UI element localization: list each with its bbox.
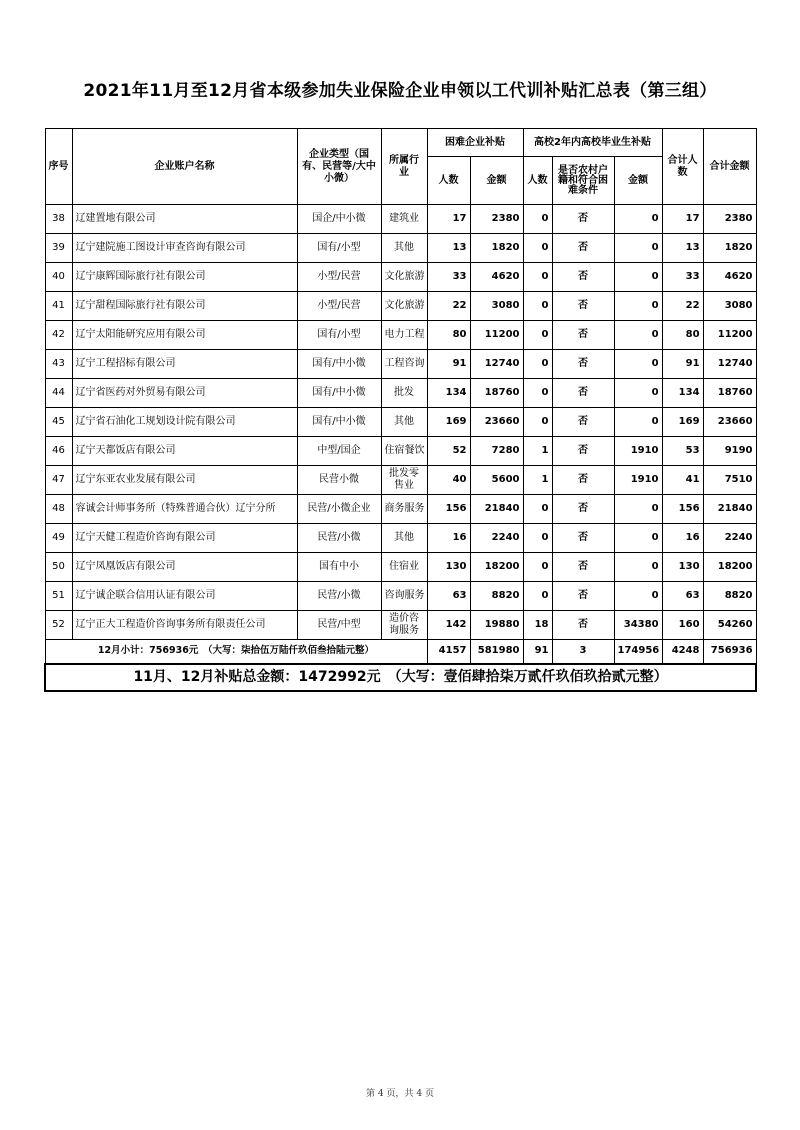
table-row bbox=[45, 379, 756, 408]
row-rural: 否 bbox=[552, 234, 614, 263]
row-company-name: 辽宁建院施工图设计审查咨询有限公司 bbox=[72, 234, 297, 263]
row-difficulty-amount: 2240 bbox=[470, 524, 523, 553]
table-row bbox=[45, 466, 756, 495]
table-row bbox=[45, 321, 756, 350]
header-difficulty-amount: 金额 bbox=[470, 157, 523, 205]
header-name: 企业账户名称 bbox=[72, 129, 297, 205]
row-difficulty-amount: 7280 bbox=[470, 437, 523, 466]
row-company-name: 容诚会计师事务所（特殊普通合伙）辽宁分所 bbox=[72, 495, 297, 524]
table-row bbox=[45, 205, 756, 234]
row-company-type: 民营/小微企业 bbox=[297, 495, 381, 524]
row-difficulty-people: 80 bbox=[427, 321, 470, 350]
row-total-amount: 12740 bbox=[703, 350, 756, 379]
row-industry: 其他 bbox=[381, 408, 427, 437]
grand-total-label: 11月、12月补贴总金额：1472992元 （大写：壹佰肆拾柒万贰仟玖佰玖拾贰元整） bbox=[45, 664, 756, 691]
row-difficulty-amount: 19880 bbox=[470, 611, 523, 640]
row-rural: 否 bbox=[552, 350, 614, 379]
header-seq: 序号 bbox=[45, 129, 72, 205]
row-graduate-amount: 1910 bbox=[614, 466, 662, 495]
row-company-type: 国有/小型 bbox=[297, 234, 381, 263]
row-difficulty-people: 22 bbox=[427, 292, 470, 321]
subtotal-difficulty-people: 4157 bbox=[427, 640, 470, 664]
row-total-people: 160 bbox=[662, 611, 703, 640]
row-industry: 其他 bbox=[381, 234, 427, 263]
row-graduate-amount: 0 bbox=[614, 292, 662, 321]
row-graduate-people: 0 bbox=[523, 379, 552, 408]
row-total-amount: 18200 bbox=[703, 553, 756, 582]
row-industry: 住宿业 bbox=[381, 553, 427, 582]
row-rural: 否 bbox=[552, 437, 614, 466]
row-seq: 39 bbox=[45, 234, 72, 263]
row-company-name: 辽宁省石油化工规划设计院有限公司 bbox=[72, 408, 297, 437]
row-industry: 其他 bbox=[381, 524, 427, 553]
row-company-type: 民营/小微 bbox=[297, 582, 381, 611]
row-total-people: 33 bbox=[662, 263, 703, 292]
row-industry: 咨询服务 bbox=[381, 582, 427, 611]
row-rural: 否 bbox=[552, 524, 614, 553]
row-graduate-people: 0 bbox=[523, 495, 552, 524]
subtotal-total-people: 4248 bbox=[662, 640, 703, 664]
row-difficulty-amount: 18200 bbox=[470, 553, 523, 582]
row-company-name: 辽宁甜程国际旅行社有限公司 bbox=[72, 292, 297, 321]
table-row bbox=[45, 582, 756, 611]
header-graduate-amount: 金额 bbox=[614, 157, 662, 205]
subtotal-difficulty-amount: 581980 bbox=[470, 640, 523, 664]
row-industry: 造价咨询服务 bbox=[381, 611, 427, 640]
subtotal-label: 12月小计：756936元 （大写：柒拾伍万陆仟玖佰叁拾陆元整） bbox=[45, 640, 427, 664]
row-total-people: 156 bbox=[662, 495, 703, 524]
row-difficulty-people: 16 bbox=[427, 524, 470, 553]
header-industry: 所属行业 bbox=[381, 129, 427, 205]
row-company-type: 民营小微 bbox=[297, 466, 381, 495]
row-graduate-amount: 0 bbox=[614, 495, 662, 524]
table-row bbox=[45, 408, 756, 437]
row-rural: 否 bbox=[552, 263, 614, 292]
header-type: 企业类型（国有、民营等/大中小微） bbox=[297, 129, 381, 205]
header-graduate-group: 高校2年内高校毕业生补贴 bbox=[523, 129, 662, 157]
row-industry: 住宿餐饮 bbox=[381, 437, 427, 466]
row-company-type: 国有中小 bbox=[297, 553, 381, 582]
row-total-amount: 54260 bbox=[703, 611, 756, 640]
row-difficulty-amount: 5600 bbox=[470, 466, 523, 495]
row-difficulty-amount: 11200 bbox=[470, 321, 523, 350]
row-difficulty-amount: 4620 bbox=[470, 263, 523, 292]
row-total-people: 63 bbox=[662, 582, 703, 611]
document-title: 2021年11月至12月省本级参加失业保险企业申领以工代训补贴汇总表（第三组） bbox=[83, 81, 717, 101]
row-seq: 43 bbox=[45, 350, 72, 379]
subtotal-rural: 3 bbox=[552, 640, 614, 664]
row-total-people: 134 bbox=[662, 379, 703, 408]
row-company-name: 辽宁工程招标有限公司 bbox=[72, 350, 297, 379]
row-graduate-amount: 0 bbox=[614, 350, 662, 379]
row-difficulty-people: 156 bbox=[427, 495, 470, 524]
row-seq: 50 bbox=[45, 553, 72, 582]
row-graduate-people: 0 bbox=[523, 524, 552, 553]
row-difficulty-people: 40 bbox=[427, 466, 470, 495]
grand-total-row bbox=[45, 664, 756, 691]
row-difficulty-amount: 8820 bbox=[470, 582, 523, 611]
subtotal-graduate-people: 91 bbox=[523, 640, 552, 664]
row-difficulty-people: 17 bbox=[427, 205, 470, 234]
row-difficulty-people: 52 bbox=[427, 437, 470, 466]
page-footer: 第 4 页，共 4 页 bbox=[366, 1089, 434, 1099]
row-total-amount: 7510 bbox=[703, 466, 756, 495]
row-company-name: 辽宁太阳能研究应用有限公司 bbox=[72, 321, 297, 350]
row-difficulty-amount: 1820 bbox=[470, 234, 523, 263]
row-company-name: 辽宁康辉国际旅行社有限公司 bbox=[72, 263, 297, 292]
row-graduate-amount: 0 bbox=[614, 408, 662, 437]
row-total-people: 22 bbox=[662, 292, 703, 321]
row-graduate-people: 18 bbox=[523, 611, 552, 640]
table-row bbox=[45, 611, 756, 640]
row-difficulty-amount: 23660 bbox=[470, 408, 523, 437]
row-graduate-amount: 0 bbox=[614, 379, 662, 408]
subtotal-graduate-amount: 174956 bbox=[614, 640, 662, 664]
row-total-people: 80 bbox=[662, 321, 703, 350]
row-industry: 批发零售业 bbox=[381, 466, 427, 495]
table-row bbox=[45, 350, 756, 379]
row-graduate-people: 0 bbox=[523, 582, 552, 611]
row-graduate-amount: 1910 bbox=[614, 437, 662, 466]
row-rural: 否 bbox=[552, 495, 614, 524]
row-industry: 商务服务 bbox=[381, 495, 427, 524]
row-total-amount: 23660 bbox=[703, 408, 756, 437]
row-company-name: 辽宁东亚农业发展有限公司 bbox=[72, 466, 297, 495]
row-graduate-people: 0 bbox=[523, 350, 552, 379]
row-total-amount: 18760 bbox=[703, 379, 756, 408]
row-company-type: 小型/民营 bbox=[297, 263, 381, 292]
row-rural: 否 bbox=[552, 379, 614, 408]
row-seq: 49 bbox=[45, 524, 72, 553]
header-row-1 bbox=[45, 129, 756, 155]
row-company-type: 小型/民营 bbox=[297, 292, 381, 321]
row-total-people: 16 bbox=[662, 524, 703, 553]
table-row bbox=[45, 553, 756, 582]
table-row bbox=[45, 437, 756, 466]
row-graduate-amount: 0 bbox=[614, 582, 662, 611]
row-graduate-people: 1 bbox=[523, 437, 552, 466]
row-graduate-people: 0 bbox=[523, 408, 552, 437]
row-total-people: 130 bbox=[662, 553, 703, 582]
row-industry: 工程咨询 bbox=[381, 350, 427, 379]
row-company-type: 国有/中小微 bbox=[297, 350, 381, 379]
row-company-name: 辽宁诚企联合信用认证有限公司 bbox=[72, 582, 297, 611]
row-rural: 否 bbox=[552, 553, 614, 582]
row-seq: 51 bbox=[45, 582, 72, 611]
row-industry: 电力工程 bbox=[381, 321, 427, 350]
row-total-amount: 3080 bbox=[703, 292, 756, 321]
row-company-type: 国有/中小微 bbox=[297, 379, 381, 408]
table-row bbox=[45, 495, 756, 524]
row-industry: 批发 bbox=[381, 379, 427, 408]
header-difficulty-people: 人数 bbox=[427, 157, 470, 205]
row-company-type: 中型/国企 bbox=[297, 437, 381, 466]
row-company-type: 国有/小型 bbox=[297, 321, 381, 350]
row-total-people: 17 bbox=[662, 205, 703, 234]
row-difficulty-amount: 3080 bbox=[470, 292, 523, 321]
header-difficulty-group: 困难企业补贴 bbox=[427, 129, 523, 157]
row-rural: 否 bbox=[552, 466, 614, 495]
row-industry: 文化旅游 bbox=[381, 263, 427, 292]
row-rural: 否 bbox=[552, 205, 614, 234]
row-company-name: 辽宁正大工程造价咨询事务所有限责任公司 bbox=[72, 611, 297, 640]
subsidy-summary-table bbox=[44, 128, 757, 692]
row-seq: 52 bbox=[45, 611, 72, 640]
row-difficulty-people: 63 bbox=[427, 582, 470, 611]
row-industry: 建筑业 bbox=[381, 205, 427, 234]
row-difficulty-amount: 12740 bbox=[470, 350, 523, 379]
row-graduate-amount: 0 bbox=[614, 321, 662, 350]
row-seq: 42 bbox=[45, 321, 72, 350]
row-rural: 否 bbox=[552, 611, 614, 640]
row-company-name: 辽宁省医药对外贸易有限公司 bbox=[72, 379, 297, 408]
row-total-amount: 2240 bbox=[703, 524, 756, 553]
row-difficulty-amount: 18760 bbox=[470, 379, 523, 408]
row-difficulty-people: 130 bbox=[427, 553, 470, 582]
row-rural: 否 bbox=[552, 292, 614, 321]
row-difficulty-people: 33 bbox=[427, 263, 470, 292]
row-seq: 48 bbox=[45, 495, 72, 524]
row-graduate-amount: 0 bbox=[614, 263, 662, 292]
row-total-amount: 21840 bbox=[703, 495, 756, 524]
row-company-type: 国企/中小微 bbox=[297, 205, 381, 234]
row-difficulty-people: 134 bbox=[427, 379, 470, 408]
header-total-people: 合计人数 bbox=[662, 129, 703, 205]
row-graduate-amount: 34380 bbox=[614, 611, 662, 640]
row-difficulty-amount: 2380 bbox=[470, 205, 523, 234]
row-graduate-people: 1 bbox=[523, 466, 552, 495]
table-row bbox=[45, 292, 756, 321]
table-row bbox=[45, 524, 756, 553]
subtotal-total-amount: 756936 bbox=[703, 640, 756, 664]
row-total-people: 169 bbox=[662, 408, 703, 437]
row-rural: 否 bbox=[552, 408, 614, 437]
row-seq: 38 bbox=[45, 205, 72, 234]
header-total-amount: 合计金额 bbox=[703, 129, 756, 205]
header-graduate-people: 人数 bbox=[523, 157, 552, 205]
table-row bbox=[45, 234, 756, 263]
row-difficulty-people: 169 bbox=[427, 408, 470, 437]
row-seq: 46 bbox=[45, 437, 72, 466]
row-graduate-people: 0 bbox=[523, 321, 552, 350]
row-total-amount: 4620 bbox=[703, 263, 756, 292]
header-rural: 是否农村户籍和符合困难条件 bbox=[552, 157, 614, 205]
row-total-amount: 11200 bbox=[703, 321, 756, 350]
row-graduate-people: 0 bbox=[523, 292, 552, 321]
row-company-type: 民营/小微 bbox=[297, 524, 381, 553]
row-company-name: 辽宁天都饭店有限公司 bbox=[72, 437, 297, 466]
row-graduate-people: 0 bbox=[523, 205, 552, 234]
row-company-name: 辽宁天健工程造价咨询有限公司 bbox=[72, 524, 297, 553]
row-total-amount: 1820 bbox=[703, 234, 756, 263]
row-rural: 否 bbox=[552, 321, 614, 350]
row-seq: 40 bbox=[45, 263, 72, 292]
row-company-type: 国有/中小微 bbox=[297, 408, 381, 437]
row-graduate-amount: 0 bbox=[614, 553, 662, 582]
row-difficulty-amount: 21840 bbox=[470, 495, 523, 524]
row-total-people: 41 bbox=[662, 466, 703, 495]
subtotal-row bbox=[45, 640, 756, 664]
row-total-people: 13 bbox=[662, 234, 703, 263]
row-total-amount: 2380 bbox=[703, 205, 756, 234]
row-graduate-amount: 0 bbox=[614, 205, 662, 234]
row-total-amount: 8820 bbox=[703, 582, 756, 611]
row-company-name: 辽宁凤凰饭店有限公司 bbox=[72, 553, 297, 582]
row-seq: 41 bbox=[45, 292, 72, 321]
row-difficulty-people: 91 bbox=[427, 350, 470, 379]
row-company-type: 民营/中型 bbox=[297, 611, 381, 640]
row-total-people: 91 bbox=[662, 350, 703, 379]
row-seq: 47 bbox=[45, 466, 72, 495]
row-total-amount: 9190 bbox=[703, 437, 756, 466]
row-graduate-people: 0 bbox=[523, 234, 552, 263]
row-graduate-people: 0 bbox=[523, 263, 552, 292]
row-difficulty-people: 142 bbox=[427, 611, 470, 640]
row-graduate-amount: 0 bbox=[614, 234, 662, 263]
row-total-people: 53 bbox=[662, 437, 703, 466]
row-graduate-people: 0 bbox=[523, 553, 552, 582]
row-industry: 文化旅游 bbox=[381, 292, 427, 321]
row-graduate-amount: 0 bbox=[614, 524, 662, 553]
row-seq: 45 bbox=[45, 408, 72, 437]
row-difficulty-people: 13 bbox=[427, 234, 470, 263]
row-rural: 否 bbox=[552, 582, 614, 611]
table-row bbox=[45, 263, 756, 292]
row-company-name: 辽建置地有限公司 bbox=[72, 205, 297, 234]
row-seq: 44 bbox=[45, 379, 72, 408]
